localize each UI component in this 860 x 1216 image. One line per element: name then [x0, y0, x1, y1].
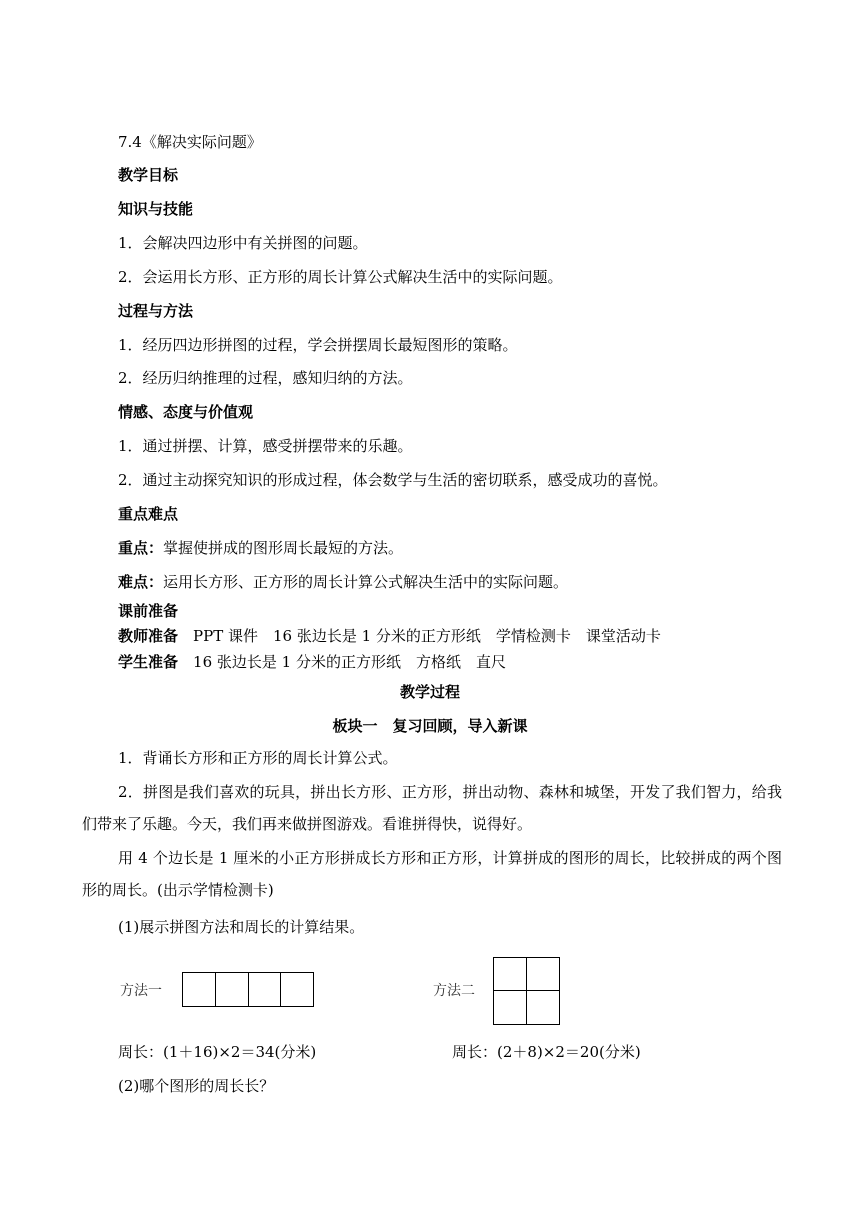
emotion-item: 2．通过主动探究知识的形成过程，体会数学与生活的密切联系，感受成功的喜悦。 — [118, 471, 668, 489]
teacher-preparation — [118, 626, 661, 646]
objectives-heading: 教学目标 — [118, 166, 179, 184]
emotion-item: 1．通过拼摆、计算，感受拼摆带来的乐趣。 — [118, 437, 413, 455]
process-main-heading: 教学过程 — [399, 683, 460, 701]
perimeter1: 周长：(1＋16)×2＝34(分米) — [118, 1043, 317, 1061]
section1-item2: 2．拼图是我们喜欢的玩具，拼出长方形、正方形，拼出动物、森林和城堡，开发了我们智力，给我们带来了乐趣。今天，我们再来做拼图游戏。看谁拼得快，说得好。 — [82, 783, 782, 833]
knowledge-item: 2．会运用长方形、正方形的周长计算公式解决生活中的实际问题。 — [118, 268, 563, 286]
method2-label: 方法二 — [433, 983, 475, 999]
section1-sub1: (1)展示拼图方法和周长的计算结果。 — [118, 918, 365, 936]
keypoints-heading: 重点难点 — [118, 505, 179, 523]
difficult-text: 运用长方形、正方形的周长计算公式解决生活中的实际问题。 — [163, 573, 569, 591]
student-label: 学生准备 — [118, 653, 179, 671]
lesson-title: 7.4《解决实际问题》 — [118, 133, 262, 151]
method1-label: 方法一 — [120, 983, 162, 999]
teacher-label: 教师准备 — [118, 627, 179, 645]
method2-figure — [493, 957, 560, 1025]
section1-para3: 用 4 个边长是 1 厘米的小正方形拼成长方形和正方形，计算拼成的图形的周长，比较拼成的两个图形的周长。(出示学情检测卡) — [82, 849, 782, 899]
difficult-point — [118, 572, 568, 592]
student-preparation — [118, 652, 506, 672]
key-label: 重点： — [118, 539, 164, 557]
teacher-text: PPT 课件 16 张边长是 1 分米的正方形纸 学情检测卡 课堂活动卡 — [193, 627, 661, 645]
student-text: 16 张边长是 1 分米的正方形纸 方格纸 直尺 — [193, 653, 506, 671]
method1-figure — [182, 972, 314, 1007]
section1-heading: 板块一 复习回顾，导入新课 — [332, 717, 528, 735]
difficult-label: 难点： — [118, 573, 164, 591]
process-heading: 过程与方法 — [118, 302, 194, 320]
process-item: 2．经历归纳推理的过程，感知归纳的方法。 — [118, 369, 413, 387]
preparation-heading: 课前准备 — [118, 602, 179, 620]
knowledge-heading: 知识与技能 — [118, 200, 194, 218]
process-item: 1．经历四边形拼图的过程，学会拼摆周长最短图形的策略。 — [118, 336, 518, 354]
section1-item1: 1．背诵长方形和正方形的周长计算公式。 — [118, 749, 398, 767]
perimeter2: 周长：(2＋8)×2＝20(分米) — [452, 1043, 641, 1061]
knowledge-item: 1．会解决四边形中有关拼图的问题。 — [118, 234, 368, 252]
section1-sub2: (2)哪个图形的周长长？ — [118, 1077, 275, 1095]
key-point — [118, 538, 403, 558]
emotion-heading: 情感、态度与价值观 — [118, 403, 254, 421]
key-text: 掌握使拼成的图形周长最短的方法。 — [163, 539, 404, 557]
